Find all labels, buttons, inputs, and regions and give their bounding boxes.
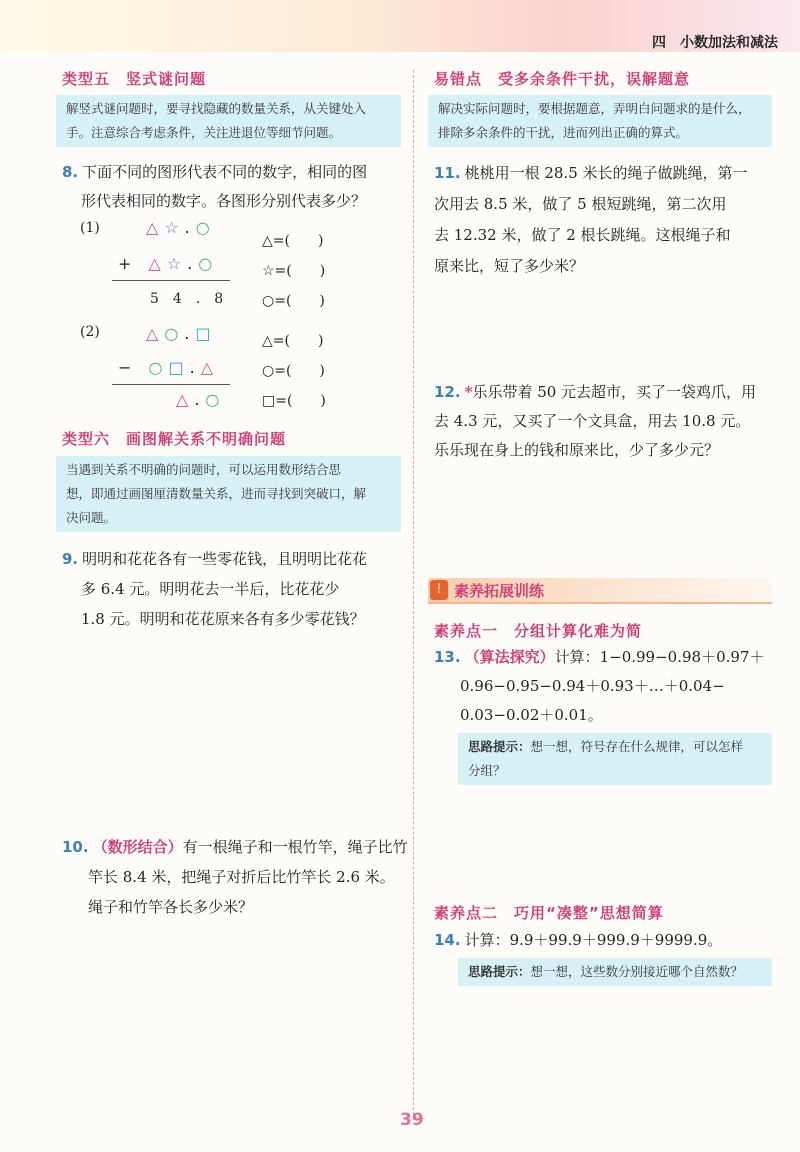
q13-hint-line1: 想一想，符号存在什么规律，可以怎样 [530, 739, 744, 754]
q8-p2-diff-line [112, 384, 230, 385]
q8-p1-result: 5 4 . 8 [150, 291, 224, 307]
extension-training-title: 素养拓展训练 [454, 582, 545, 600]
answer-blank[interactable]: △=( ) [262, 233, 324, 249]
q13-number: 13. [434, 648, 461, 666]
q10-line3: 绳子和竹竿各长多少米？ [88, 898, 254, 916]
type6-note-line3: 决问题。 [66, 510, 117, 525]
triangle-icon: △ [176, 390, 195, 409]
q8-p1-row1 [146, 218, 216, 237]
q9-line3: 1.8 元。明明和花花原来各有多少零花钱？ [81, 610, 365, 628]
q8-p2-answers [262, 326, 326, 416]
q8-p1-label: (1) [80, 220, 100, 236]
q11-line1: 桃桃用一根 28.5 米长的绳子做跳绳，第一 [464, 164, 748, 182]
q8-p1-sum-line [112, 280, 230, 281]
error-note [428, 95, 772, 147]
column-divider [413, 70, 414, 1120]
answer-blank[interactable]: ☆=( ) [262, 263, 326, 279]
answer-blank[interactable]: ○=( ) [262, 293, 325, 309]
square-icon: □ [195, 324, 217, 343]
q8-p1-row2 [118, 254, 218, 273]
minus-sign: − [118, 358, 138, 377]
error-heading: 易错点 受多余条件干扰，误解题意 [434, 70, 691, 88]
q8-line1: 下面不同的图形代表不同的数字，相同的图 [82, 163, 368, 181]
question-13 [434, 643, 774, 730]
q9-line2: 多 6.4 元。明明花去一半后，比花花少 [81, 580, 340, 598]
q11-line2: 次用去 8.5 米，做了 5 根短跳绳，第二次用 [434, 195, 727, 213]
circle-icon: ○ [198, 254, 219, 273]
extension-training-band [428, 578, 772, 604]
star-icon: ☆ [164, 218, 185, 237]
triangle-icon: △ [146, 324, 165, 343]
type6-note-line2: 想，即通过画图厘清数量关系，进而寻找到突破口，解 [66, 486, 367, 501]
q11-line3: 去 12.32 米，做了 2 根长跳绳。这根绳子和 [434, 226, 731, 244]
question-9 [62, 544, 407, 634]
page-number: 39 [400, 1110, 424, 1130]
decimal-point: . [184, 218, 196, 237]
q13-line1: 计算：1−0.99−0.98＋0.97＋ [554, 648, 765, 666]
triangle-icon: △ [148, 254, 167, 273]
hint-label: 思路提示： [468, 964, 531, 979]
decimal-point: . [189, 358, 201, 377]
type5-note-line1: 解竖式谜问题时，要寻找隐藏的数量关系，从关键处入 [66, 101, 367, 116]
q14-line1: 计算：9.9＋99.9＋999.9＋9999.9。 [464, 931, 723, 949]
error-note-line1: 解决实际问题时，要根据题意，弄明白问题求的是什么， [438, 101, 751, 116]
q13-line2: 0.96−0.95−0.94＋0.93＋…＋0.04− [460, 677, 725, 695]
type5-note-line2: 手。注意综合考虑条件，关注进退位等细节问题。 [66, 125, 342, 140]
q12-line1: 乐乐带着 50 元去超市，买了一袋鸡爪，用 [472, 383, 757, 401]
question-8 [62, 158, 407, 216]
q12-star: * [464, 383, 473, 401]
q8-p2-row1 [146, 324, 217, 343]
type6-note-line1: 当遇到关系不明确的问题时，可以运用数形结合思 [66, 462, 342, 477]
q9-number: 9. [62, 550, 79, 568]
q14-hint [458, 958, 772, 986]
q8-number: 8. [62, 163, 79, 181]
decimal-point: . [194, 390, 206, 409]
type6-note [56, 456, 401, 532]
q14-hint-line1: 想一想，这些数分别接近哪个自然数？ [530, 964, 744, 979]
q8-line2: 形代表相同的数字。各图形分别代表多少？ [81, 192, 367, 210]
circle-icon: ○ [205, 390, 226, 409]
circle-icon: ○ [148, 358, 169, 377]
q11-number: 11. [434, 164, 461, 182]
q13-tag: （算法探究） [464, 648, 555, 666]
star-icon: ☆ [166, 254, 188, 273]
question-11 [434, 158, 774, 282]
literacy2-heading: 素养点二 巧用“凑整”思想简算 [434, 904, 664, 922]
q13-hint-line2: 分组？ [468, 763, 506, 778]
circle-icon: ○ [195, 218, 216, 237]
answer-blank[interactable]: △=( ) [262, 333, 324, 349]
q10-tag: （数形结合） [92, 838, 183, 856]
q13-line3: 0.03−0.02＋0.01。 [460, 706, 603, 724]
literacy1-heading: 素养点一 分组计算化难为简 [434, 622, 643, 640]
answer-blank[interactable]: □=( ) [262, 393, 326, 409]
plus-sign: + [118, 254, 138, 273]
circle-icon: ○ [164, 324, 185, 343]
q8-p2-row2 [118, 358, 219, 377]
triangle-icon: △ [200, 358, 219, 377]
q11-line4: 原来比，短了多少米？ [434, 257, 585, 275]
q8-p2-result [176, 390, 225, 409]
question-10 [62, 832, 410, 922]
q8-p1-answers [262, 226, 325, 316]
square-icon: □ [168, 358, 190, 377]
decimal-point: . [184, 324, 196, 343]
question-12 [434, 378, 774, 465]
q9-line1: 明明和花花各有一些零花钱，且明明比花花 [82, 550, 368, 568]
q12-line3: 乐乐现在身上的钱和原来比，少了多少元？ [434, 441, 720, 459]
error-note-line2: 排除多余条件的干扰，进而列出正确的算式。 [438, 125, 689, 140]
q10-line2: 竿长 8.4 米，把绳子对折后比竹竿长 2.6 米。 [88, 868, 395, 886]
exclamation-icon: ! [430, 580, 448, 600]
q14-number: 14. [434, 931, 461, 949]
hint-label: 思路提示： [468, 739, 531, 754]
chapter-title: 四 小数加法和减法 [652, 35, 778, 51]
type5-heading: 类型五 竖式谜问题 [62, 70, 207, 88]
decimal-point: . [187, 254, 199, 273]
q10-line1: 有一根绳子和一根竹竿，绳子比竹 [182, 838, 408, 856]
q8-p2-label: (2) [80, 324, 100, 340]
type5-note [56, 95, 401, 147]
q13-hint [458, 733, 772, 785]
triangle-icon: △ [146, 218, 165, 237]
q12-line2: 去 4.3 元，又买了一个文具盒，用去 10.8 元。 [434, 412, 751, 430]
answer-blank[interactable]: ○=( ) [262, 363, 325, 379]
q12-number: 12. [434, 383, 461, 401]
q10-number: 10. [62, 838, 89, 856]
type6-heading: 类型六 画图解关系不明确问题 [62, 430, 287, 448]
question-14 [434, 926, 774, 955]
